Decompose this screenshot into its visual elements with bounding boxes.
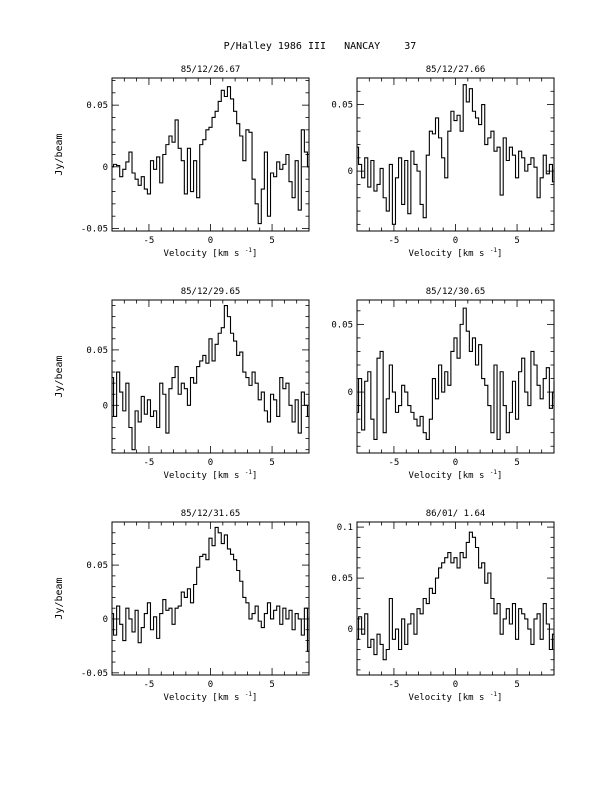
y-tick-label: -0.05: [80, 224, 108, 235]
x-axis-label-main: Velocity [km s: [408, 471, 490, 481]
x-tick-label: -5: [388, 458, 400, 468]
y-axis-label: Jy/beam: [54, 133, 65, 176]
panel-frame: [112, 78, 309, 231]
spectrum-line: [357, 532, 554, 660]
x-tick-label: 5: [269, 236, 275, 246]
page-title: P/Halley 1986 III NANCAY 37: [223, 41, 417, 52]
x-tick-label: 0: [452, 680, 459, 690]
panel-3: [54, 287, 309, 481]
spectrum-line: [357, 308, 554, 439]
x-tick-label: 5: [514, 236, 520, 246]
x-axis-label-end: ]: [252, 693, 258, 703]
x-tick-label: -5: [143, 236, 155, 246]
x-axis-label-end: ]: [497, 693, 503, 703]
spectrum-line: [112, 527, 309, 651]
y-tick-label: 0: [102, 614, 108, 625]
x-axis-label-main: Velocity [km s: [163, 249, 245, 259]
x-axis-label: [409, 469, 503, 481]
x-tick-label: 0: [452, 236, 459, 246]
panel-frame: [112, 300, 309, 453]
panels: [54, 65, 554, 703]
y-tick-label: -0.05: [80, 668, 108, 679]
y-tick-label: 0.05: [331, 320, 353, 331]
x-axis-label-main: Velocity [km s: [163, 471, 245, 481]
y-axis-label: Jy/beam: [54, 355, 65, 398]
x-tick-label: 0: [207, 236, 214, 246]
panel-frame: [112, 522, 309, 675]
x-tick-label: -5: [143, 680, 155, 690]
y-tick-label: 0.05: [86, 101, 108, 112]
x-axis-label-end: ]: [497, 249, 503, 259]
x-axis-label: [409, 247, 503, 259]
y-tick-label: 0.05: [86, 345, 108, 356]
panel-title: 86/01/ 1.64: [425, 509, 486, 519]
x-tick-label: 5: [269, 680, 275, 690]
x-tick-label: 0: [452, 458, 459, 468]
x-axis-label-end: ]: [252, 471, 258, 481]
y-tick-label: 0: [102, 162, 108, 173]
x-axis-label-sup: -1: [244, 691, 253, 698]
x-axis-label: [409, 691, 503, 703]
x-tick-label: 5: [514, 680, 520, 690]
x-tick-label: -5: [143, 458, 155, 468]
panel-title: 85/12/29.65: [180, 287, 241, 297]
x-axis-label-end: ]: [497, 471, 503, 481]
x-tick-label: -5: [388, 680, 400, 690]
x-axis-label-end: ]: [252, 249, 258, 259]
spectrum-line: [357, 85, 554, 225]
x-axis-label-sup: -1: [489, 691, 498, 698]
x-tick-label: 5: [269, 458, 275, 468]
x-axis-label-sup: -1: [244, 469, 253, 476]
y-tick-label: 0.05: [331, 574, 353, 585]
panel-4: [331, 287, 554, 481]
spectrum-line: [112, 306, 309, 450]
y-tick-label: 0: [347, 625, 353, 636]
panel-title: 85/12/26.67: [180, 65, 241, 75]
y-tick-label: 0.1: [336, 523, 353, 534]
panel-6: [331, 509, 554, 703]
y-axis-label: Jy/beam: [54, 577, 65, 620]
x-axis-label-sup: -1: [489, 469, 498, 476]
panel-2: [331, 65, 554, 259]
x-axis-label-sup: -1: [244, 247, 253, 254]
x-axis-label: [164, 469, 258, 481]
y-tick-label: 0: [347, 388, 353, 399]
x-tick-label: 0: [207, 458, 214, 468]
x-tick-label: -5: [388, 236, 400, 246]
x-tick-label: 0: [207, 680, 214, 690]
spectrum-line: [112, 87, 309, 224]
panel-title: 85/12/27.66: [425, 65, 486, 75]
x-axis-label-main: Velocity [km s: [163, 693, 245, 703]
x-axis-label-sup: -1: [489, 247, 498, 254]
x-axis-label-main: Velocity [km s: [408, 249, 490, 259]
x-axis-label: [164, 247, 258, 259]
x-tick-label: 5: [514, 458, 520, 468]
x-axis-label: [164, 691, 258, 703]
y-tick-label: 0.05: [86, 561, 108, 572]
panel-5: [54, 509, 309, 703]
y-tick-label: 0.05: [331, 100, 353, 111]
y-tick-label: 0: [347, 167, 353, 178]
panel-title: 85/12/30.65: [425, 287, 486, 297]
panel-title: 85/12/31.65: [180, 509, 241, 519]
x-axis-label-main: Velocity [km s: [408, 693, 490, 703]
panel-1: [54, 65, 309, 259]
y-tick-label: 0: [102, 401, 108, 412]
